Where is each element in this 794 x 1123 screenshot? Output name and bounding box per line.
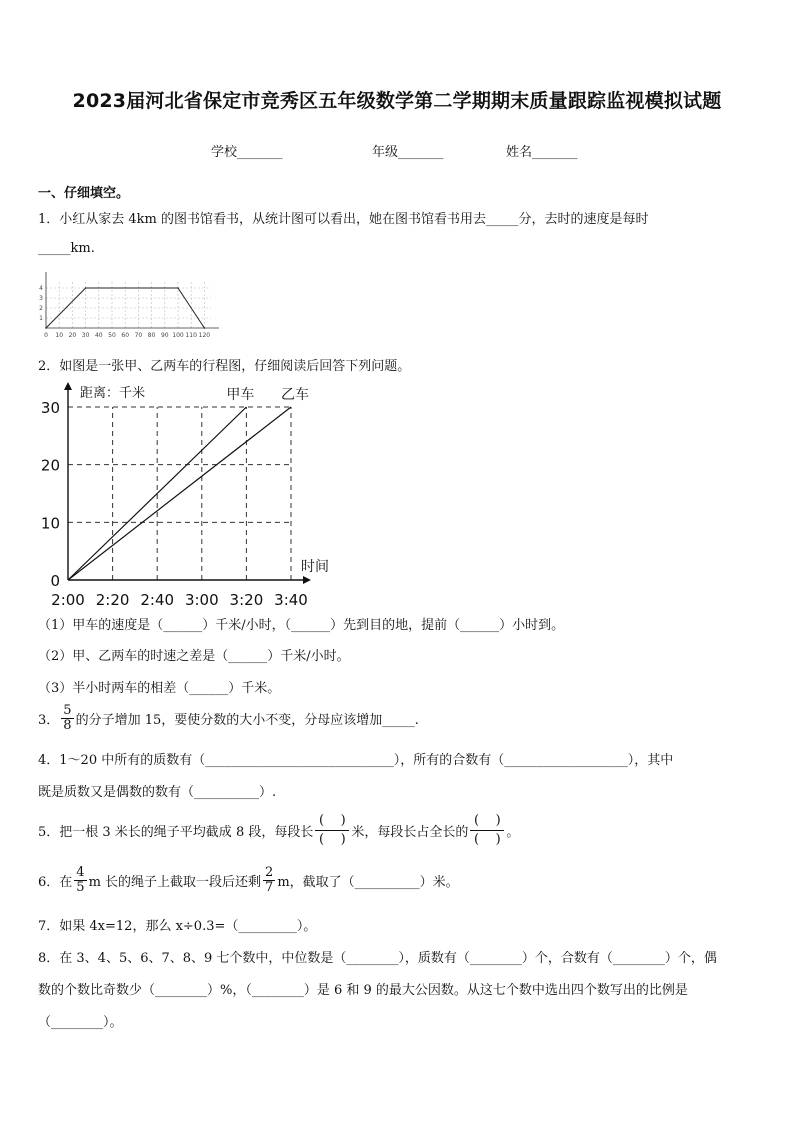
q1-line1: 1．小红从家去 4km 的图书馆看书，从统计图可以看出，她在图书馆看书用去_____分，去时的速度是每时 (38, 212, 649, 227)
q4-line2: 既是质数又是偶数的数有（__________）. (38, 785, 277, 800)
grade-field: 年级_______ (372, 145, 444, 160)
q2-ytick-label: 30 (40, 399, 60, 417)
q1-xtick-label: 110 (185, 332, 197, 339)
q1-ytick-label: 3 (39, 295, 43, 302)
q2-xtick-label: 3:20 (229, 591, 264, 608)
q1-data-point (45, 327, 47, 329)
q1-ytick-label: 4 (39, 285, 43, 292)
q2-xtick-label: 2:40 (140, 591, 175, 608)
q6-numerator-2: 2 (265, 865, 274, 880)
q2-ytick-label: 20 (40, 456, 60, 475)
q3 (38, 704, 419, 733)
q1-data-point (204, 327, 206, 329)
q1-xtick-label: 70 (134, 332, 143, 339)
q5-text-b: 米，每段长占全长的 (351, 825, 469, 840)
q2-xtick-label: 3:00 (184, 591, 219, 608)
q2-ytick-label: 0 (50, 572, 60, 590)
q5-text-c: 。 (506, 825, 520, 840)
q1-xtick-label: 60 (121, 332, 130, 339)
q6-fraction-1 (74, 866, 86, 895)
q3-prefix: 3． (38, 713, 60, 728)
q2-xlabel: 时间 (301, 559, 329, 575)
q1-xtick-label: 80 (147, 332, 156, 339)
q1-line2: _____km. (38, 241, 95, 256)
q6-text-a: 6．在 (38, 875, 73, 890)
q2-ytick-label: 10 (40, 514, 60, 533)
q2-series-label-0: 甲车 (226, 387, 255, 403)
q2-series-label-1: 乙车 (281, 387, 309, 403)
q6 (38, 866, 459, 895)
q6-text-c: m，截取了（__________）米。 (277, 875, 459, 890)
q5-blank-fraction-2: $\frac{( )}{( )}$ (470, 812, 504, 849)
q8-line3: （________）。 (38, 1015, 123, 1030)
q6-fraction-2 (263, 866, 275, 895)
q1-xtick-label: 0 (44, 332, 48, 339)
q5-text-a: 5．把一根 3 米长的绳子平均截成 8 段，每段长 (38, 825, 314, 840)
q5-blank-fraction-1: $\frac{( )}{( )}$ (315, 812, 349, 849)
q1-ytick-label: 1 (39, 315, 43, 322)
q1-data-point (85, 287, 87, 289)
q1-xtick-label: 10 (55, 332, 64, 339)
q1-xtick-label: 40 (94, 332, 103, 339)
q8-line2: 数的个数比奇数少（________）%，（________）是 6 和 9 的最大公因数。从这七个数中选出四个数写出的比例是 (38, 983, 688, 998)
q4-line1: 4．1～20 中所有的质数有（_____________________________），所有的合数有（___________________），其中 (38, 753, 674, 768)
section-heading: 一、仔细填空。 (38, 186, 130, 201)
q1-xtick-label: 50 (108, 332, 116, 339)
q6-numerator-1: 4 (76, 865, 85, 880)
q6-text-b: m 长的绳子上截取一段后还剩 (88, 875, 262, 890)
school-field: 学校_______ (211, 145, 283, 160)
page-title: 2023届河北省保定市竞秀区五年级数学第二学期期末质量跟踪监视模拟试题 (72, 90, 722, 112)
q2-xtick-label: 2:20 (95, 591, 130, 608)
q1-xtick-label: 90 (160, 332, 169, 339)
q1-chart (36, 270, 226, 342)
q7: 7．如果 4x=12，那么 x÷0.3=（_________）。 (38, 919, 317, 934)
q3-numerator: 5 (63, 703, 72, 718)
q3-fraction (61, 704, 73, 733)
q3-text: 的分子增加 15，要使分数的大小不变，分母应该增加_____. (75, 713, 419, 728)
q2-intro: 2．如图是一张甲、乙两车的行程图，仔细阅读后回答下列问题。 (38, 359, 411, 374)
q2-chart (30, 376, 350, 608)
q1-xtick-label: 100 (172, 332, 184, 339)
q2-series-line-1 (68, 407, 291, 580)
q8-line1: 8．在 3、4、5、6、7、8、9 七个数中，中位数是（________），质数有（________）个，合数有（________）个，偶 (38, 951, 717, 966)
q2-x-axis-arrow (303, 576, 311, 584)
q3-denominator: 8 (63, 718, 72, 733)
q6-denominator-1: 5 (76, 880, 85, 895)
name-field: 姓名_______ (506, 145, 578, 160)
q1-xtick-label: 30 (81, 332, 90, 339)
q2-xtick-label: 2:00 (51, 591, 85, 608)
q1-ytick-label: 2 (39, 305, 43, 312)
q1-xtick-label: 120 (198, 332, 211, 339)
q2-y-axis-arrow (64, 382, 72, 390)
q2-sub3: （3）半小时两车的相差（______）千米。 (38, 681, 281, 696)
q2-xtick-label: 3:40 (274, 591, 308, 608)
q2-ylabel: 距离：千米 (80, 386, 146, 401)
q5 (38, 812, 519, 849)
q1-data-point (177, 287, 179, 289)
q2-sub1: （1）甲车的速度是（______）千米/小时，（______）先到目的地，提前（______）小时到。 (38, 618, 565, 633)
q6-denominator-2: 7 (265, 880, 274, 895)
q1-xtick-label: 20 (68, 332, 77, 339)
q2-sub2: （2）甲、乙两车的时速之差是（______）千米/小时。 (38, 649, 350, 664)
